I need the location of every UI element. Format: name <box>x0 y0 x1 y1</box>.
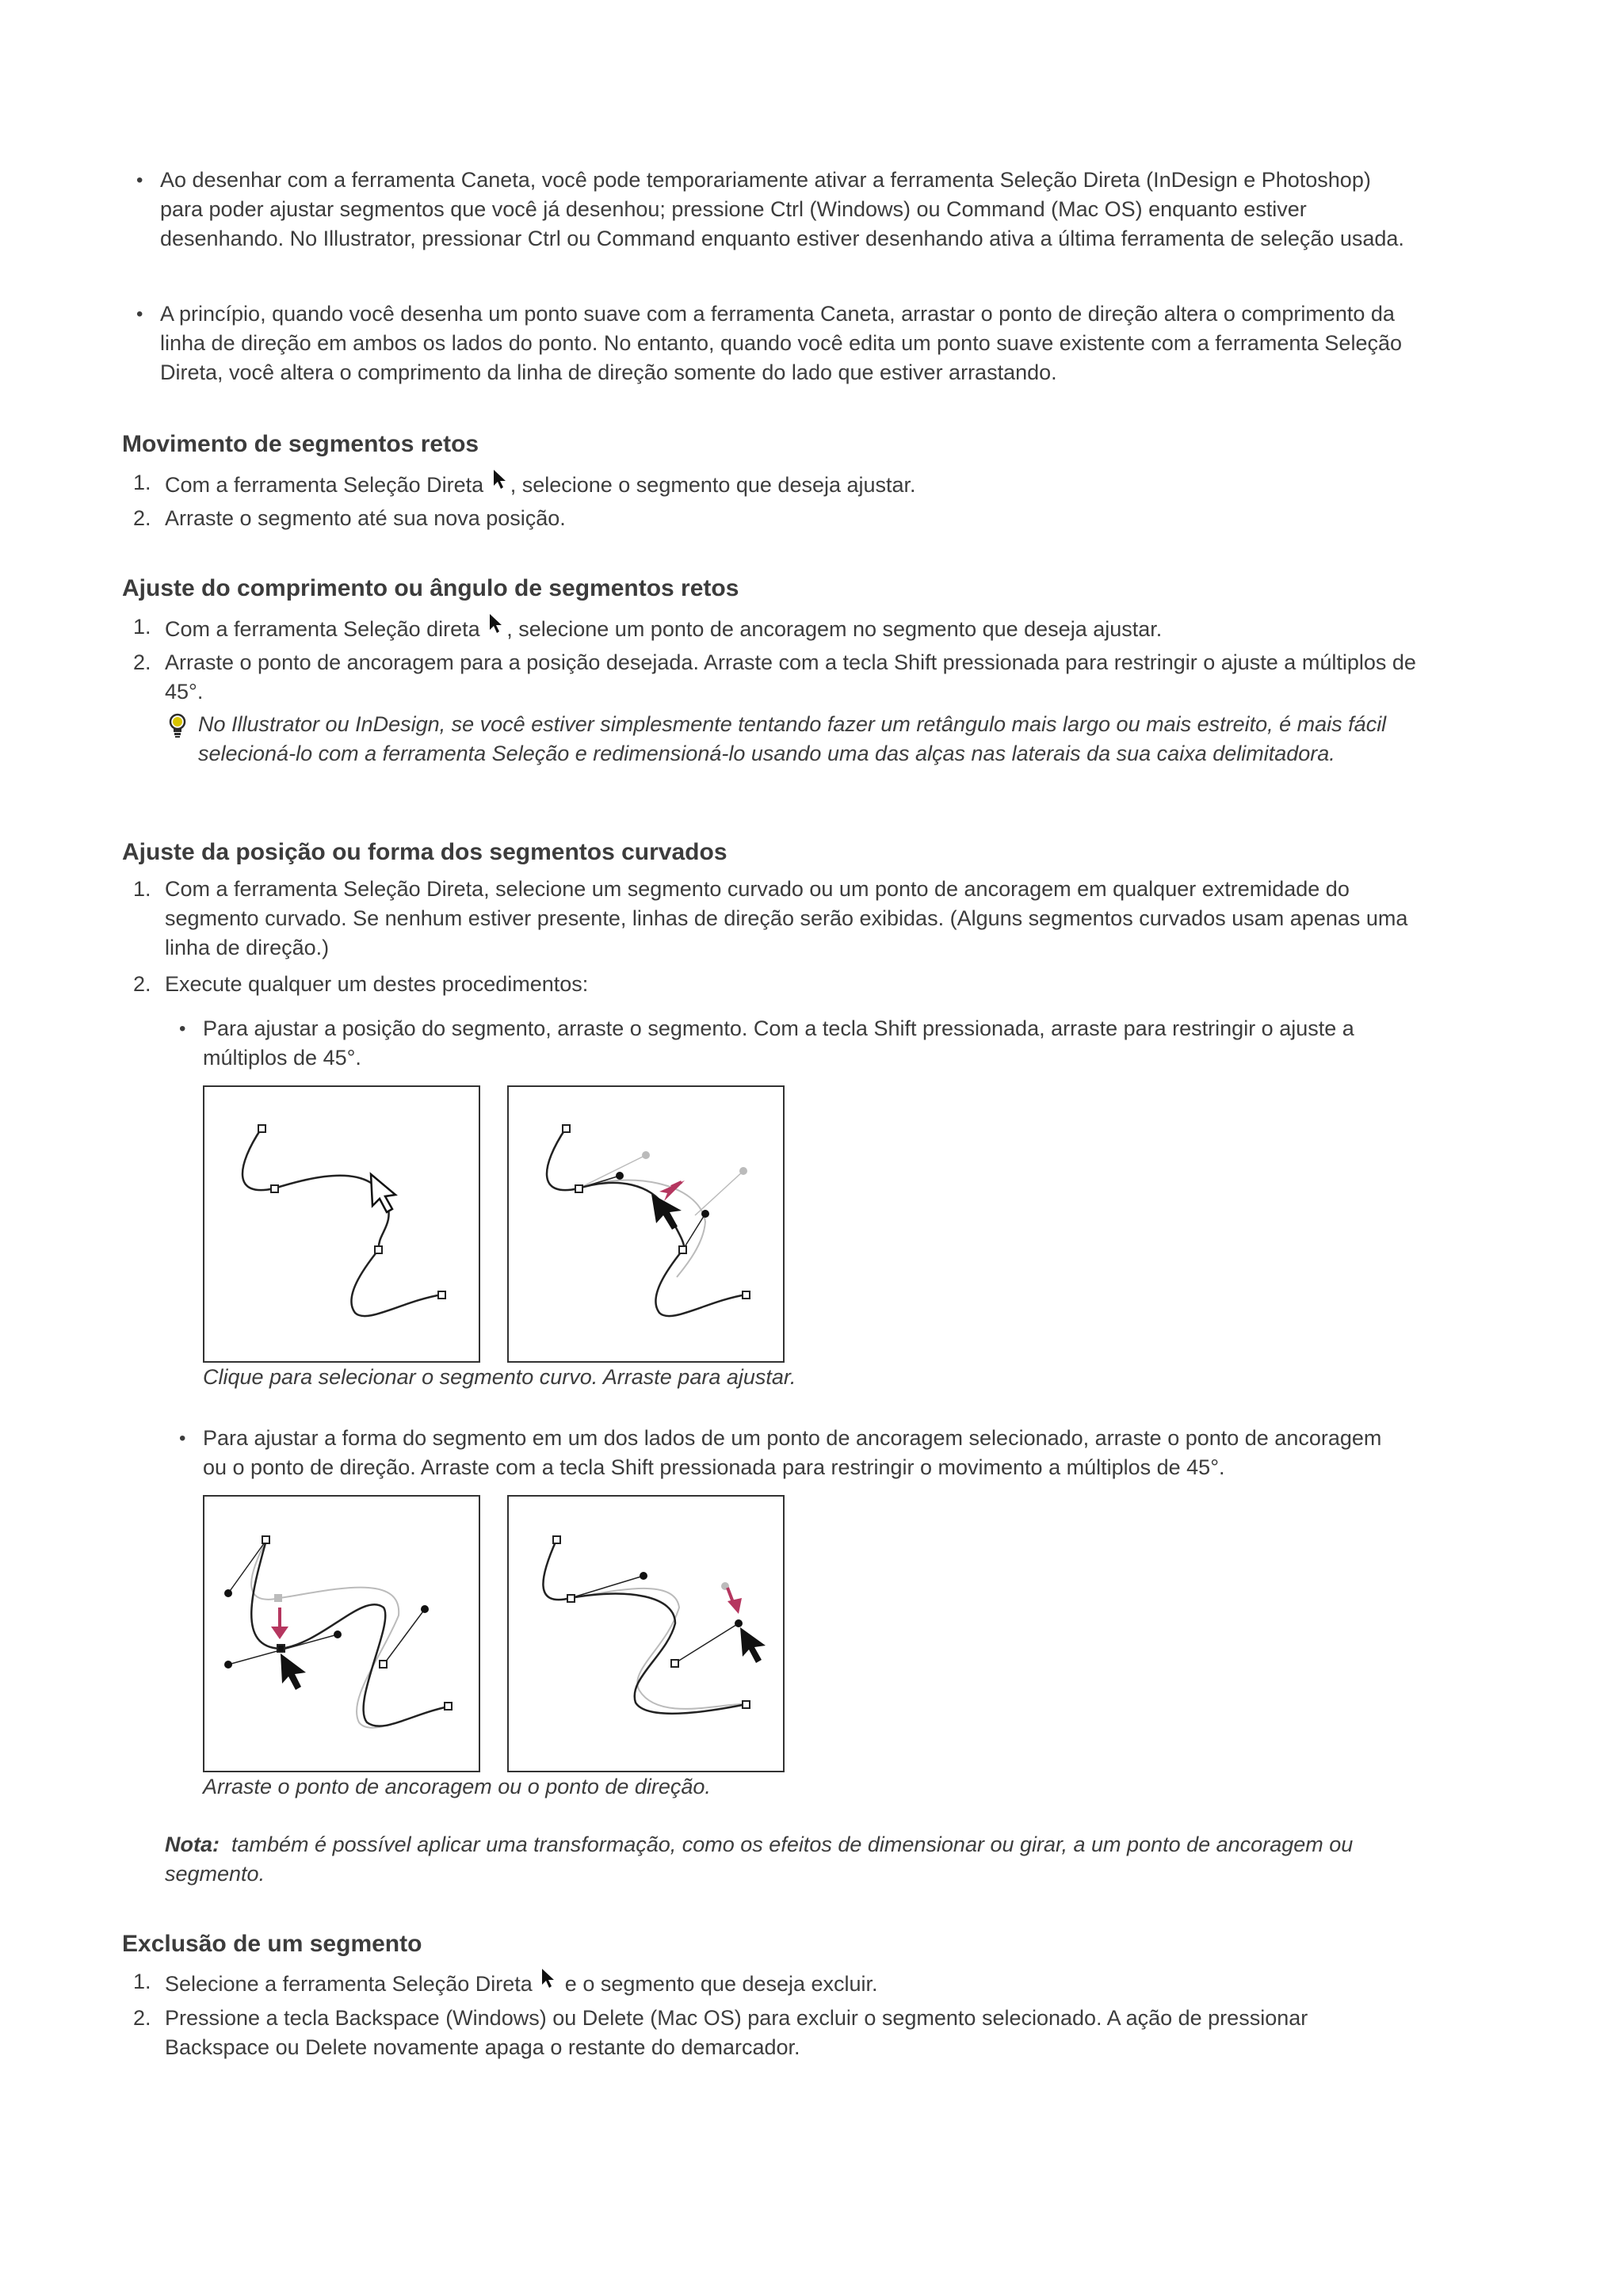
list-item <box>133 504 1417 533</box>
figure-curve-select <box>203 1085 480 1363</box>
section-heading-move-straight: Movimento de segmentos retos <box>122 431 479 457</box>
list-item <box>133 970 1417 999</box>
sub-bullet-item <box>203 1014 1407 1073</box>
section-heading-adjust-curved: Ajuste da posição ou forma dos segmentos curvados <box>122 839 727 865</box>
step-text: Com a ferramenta Seleção Direta <box>165 473 484 497</box>
figure-caption: Clique para selecionar o segmento curvo. Arraste para ajustar. <box>203 1365 796 1389</box>
list-number: 2. <box>133 2006 151 2030</box>
section-heading-adjust-straight: Ajuste do comprimento ou ângulo de segmentos retos <box>122 575 739 601</box>
curve-drag-illustration <box>509 1087 783 1361</box>
list-number: 1. <box>133 877 151 901</box>
list-number: 2. <box>133 506 151 530</box>
figure-direction-drag <box>507 1495 785 1772</box>
list-number: 1. <box>133 615 151 639</box>
section-heading-delete-segment: Exclusão de um segmento <box>122 1931 422 1957</box>
list-number: 1. <box>133 471 151 494</box>
list-item <box>133 612 1417 644</box>
figure-curve-drag <box>507 1085 785 1363</box>
step-text: Arraste o ponto de ancoragem para a posição desejada. Arraste com a tecla Shift pressionada para restringir o ajuste a múltiplos de 45°. <box>165 650 1416 704</box>
step-text: e o segmento que deseja excluir. <box>564 1972 878 1996</box>
list-item <box>133 2004 1417 2062</box>
list-item <box>133 468 1417 500</box>
step-text: Com a ferramenta Seleção direta <box>165 617 480 641</box>
step-text: , selecione um ponto de ancoragem no segmento que deseja ajustar. <box>506 617 1163 641</box>
step-text: Com a ferramenta Seleção Direta, selecione um segmento curvado ou um ponto de ancoragem em qualquer extremidade do segmento curvado. Se nenhum estiver presente, linhas de direção serão exibidas. (Alguns segmentos curvados usam apenas uma linha de direção.) <box>165 877 1408 959</box>
list-item <box>133 1967 1417 1999</box>
bullet-text: A princípio, quando você desenha um ponto suave com a ferramenta Caneta, arrastar o ponto de direção altera o comprimento da linha de direção em ambos os lados do ponto. No entanto, quando você edita um ponto suave existente com a ferramenta Seleção Direta, você altera o comprimento da linha de direção somente do lado que estiver arrastando. <box>160 302 1402 384</box>
figure-caption: Arraste o ponto de ancoragem ou o ponto de direção. <box>203 1775 711 1798</box>
figure-anchor-drag <box>203 1495 480 1772</box>
step-text: Execute qualquer um destes procedimentos: <box>165 972 589 996</box>
step-text: Pressione a tecla Backspace (Windows) ou Delete (Mac OS) para excluir o segmento selecionado. A ação de pressionar Backspace ou Delete novamente apaga o restante do demarcador. <box>165 2006 1308 2059</box>
bullet-item <box>160 299 1404 387</box>
lightbulb-icon <box>166 712 189 739</box>
direct-selection-tool-icon <box>491 468 509 494</box>
curve-select-illustration <box>204 1087 479 1361</box>
anchor-drag-illustration <box>204 1497 479 1771</box>
note-block <box>165 1830 1417 1889</box>
sub-bullet-item <box>203 1424 1407 1482</box>
bullet-item <box>160 166 1404 254</box>
list-number: 2. <box>133 972 151 996</box>
tip-text: No Illustrator ou InDesign, se você estiver simplesmente tentando fazer um retângulo mais largo ou mais estreito, é mais fácil selecioná-lo com a ferramenta Seleção e redimensioná-lo usando uma das alças nas laterais da sua caixa delimitadora. <box>198 712 1387 765</box>
sub-bullet-text: Para ajustar a forma do segmento em um dos lados de um ponto de ancoragem selecionado, arraste o ponto de ancoragem ou o ponto de direção. Arraste com a tecla Shift pressionada para restringir o movimento a múltiplos de 45°. <box>203 1426 1382 1479</box>
direct-selection-tool-icon <box>487 612 505 638</box>
step-text: Selecione a ferramenta Seleção Direta <box>165 1972 533 1996</box>
step-text: , selecione o segmento que deseja ajustar. <box>510 473 916 497</box>
bullet-text: Ao desenhar com a ferramenta Caneta, você pode temporariamente ativar a ferramenta Seleção Direta (InDesign e Photoshop) para poder ajustar segmentos que você já desenhou; pressione Ctrl (Windows) ou Command (Mac OS) enquanto estiver desenhando. No Illustrator, pressionar Ctrl ou Command enquanto estiver desenhando ativa a última ferramenta de seleção usada. <box>160 168 1404 250</box>
list-number: 2. <box>133 650 151 674</box>
sub-bullet-text: Para ajustar a posição do segmento, arraste o segmento. Com a tecla Shift pressionada, arraste para restringir o ajuste a múltiplos de 45°. <box>203 1016 1354 1070</box>
note-text: também é possível aplicar uma transformação, como os efeitos de dimensionar ou girar, a um ponto de ancoragem ou segmento. <box>165 1833 1354 1886</box>
direct-selection-tool-icon <box>540 1967 557 1993</box>
direction-drag-illustration <box>509 1497 783 1771</box>
step-text: Arraste o segmento até sua nova posição. <box>165 506 566 530</box>
list-item <box>133 648 1417 707</box>
note-label: Nota: <box>165 1833 220 1856</box>
list-number: 1. <box>133 1970 151 1993</box>
tip-note <box>198 710 1411 769</box>
list-item <box>133 875 1417 963</box>
